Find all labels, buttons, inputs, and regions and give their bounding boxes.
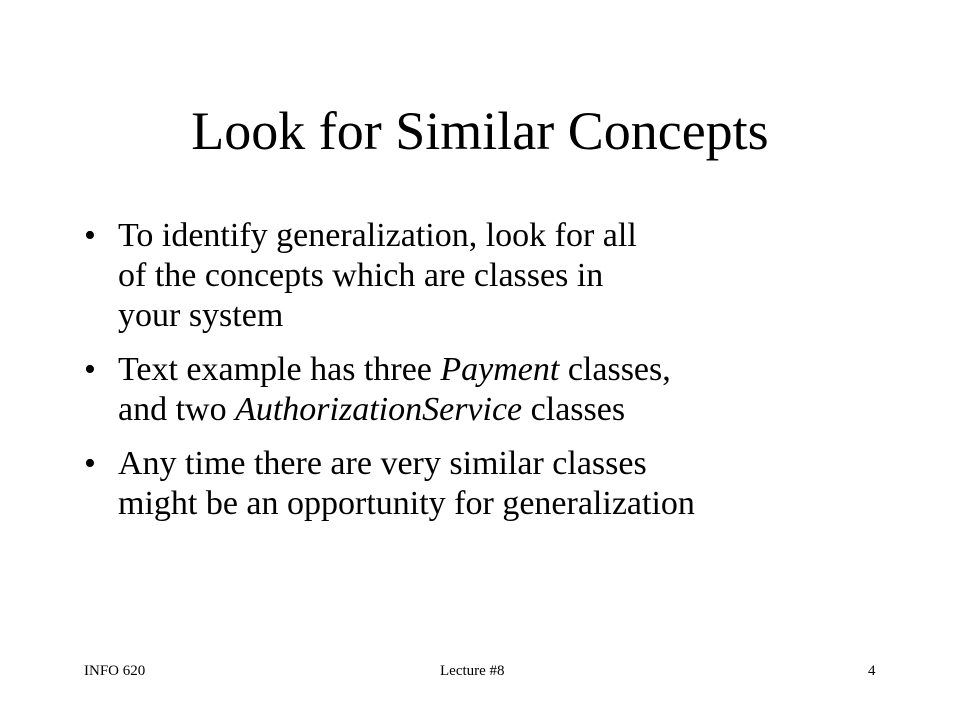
bullet-dot-icon: •	[84, 217, 96, 254]
bullet-line	[118, 296, 884, 336]
bullet-dot-icon: •	[84, 445, 96, 482]
bullet-text: and two	[118, 391, 236, 428]
bullet-item	[84, 350, 884, 430]
bullet-dot-icon: •	[84, 351, 96, 388]
bullet-text: To identify generalization, look for all	[118, 217, 637, 254]
bullet-text: might be an opportunity for generalization	[118, 485, 695, 522]
bullet-text: classes	[522, 391, 626, 428]
bullet-line	[118, 390, 884, 430]
bullet-text-italic: Payment	[440, 351, 560, 388]
footer-lecture: Lecture #8	[440, 663, 505, 679]
bullet-text: Any time there are very similar classes	[118, 445, 647, 482]
footer-course: INFO 620	[84, 663, 146, 679]
bullet-text: of the concepts which are classes in	[118, 257, 604, 294]
bullet-text: classes,	[559, 351, 671, 388]
bullet-item	[84, 444, 884, 524]
bullet-text: Text example has three	[118, 351, 441, 388]
footer-page-number: 4	[868, 663, 876, 679]
bullet-line	[118, 256, 884, 296]
bullet-list	[84, 216, 884, 538]
bullet-line	[118, 484, 884, 524]
bullet-text-italic: AuthorizationService	[235, 391, 523, 428]
bullet-line	[118, 350, 884, 390]
bullet-text: your system	[118, 297, 284, 334]
bullet-line	[118, 216, 884, 256]
bullet-item	[84, 216, 884, 336]
slide-title: Look for Similar Concepts	[191, 101, 769, 161]
bullet-line	[118, 444, 884, 484]
